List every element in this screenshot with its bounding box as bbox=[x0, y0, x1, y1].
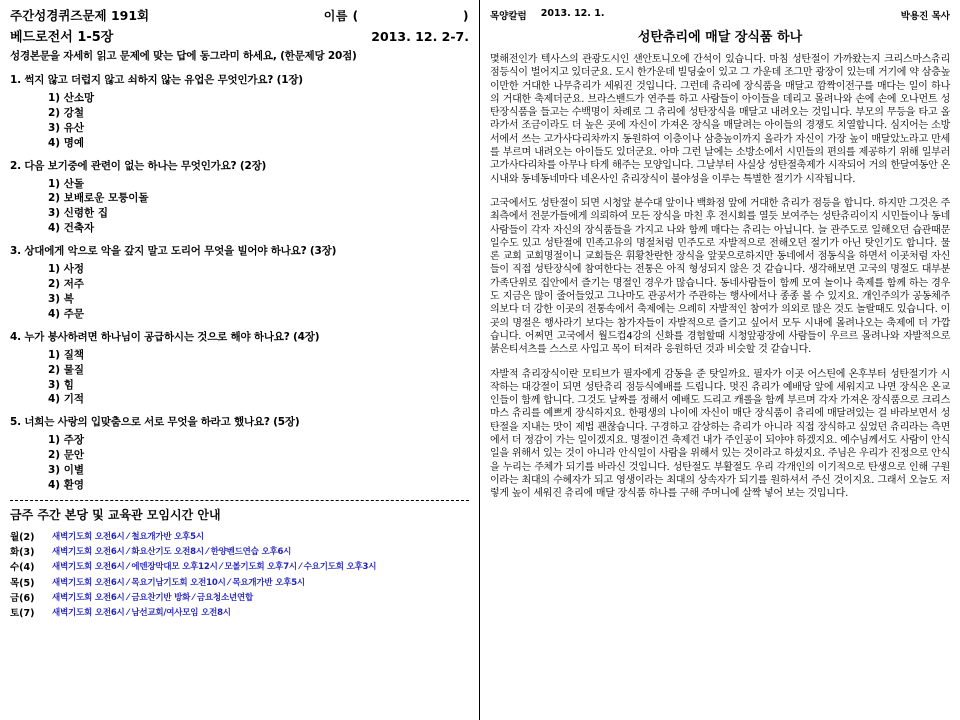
column-paragraph: 고국에서도 성탄절이 되면 시청앞 분수대 앞이나 백화점 앞에 거대한 츄리가 점등을 합니다. 하지만 그것은 주최측에서 전문가들에게 의뢰하여 모든 장식을 마친 후 전시회를 열듯 보여주는 성탄츄리이지 시민들이나 동네사람들이 각자 자신의 장식품들을 가지고 나와 함께 매다는 츄리는 아닙니다. 늘 관주도로 일해오던 습관때문일수도 있고 성탄절에 민족고유의 명절처럼 민주도로 자발적으로 전해오던 절기가 아닌 탓인기도 합니다. 물론 교회 교회명절이니 교회들은 휘황찬란한 장식을 앞꿎으로하지만 동네에서 점동식을 하면서 이곳처럼 자신들이 직접 성탄장식에 참여한다는 전통은 아직 형성되지 않은 것 같습니다. 생각해보면 고국의 명절도 대부분 가족단위로 집안에서 즐기는 명절인 경우가 많습니다. 동네사람들이 함께 모여 놀이나 축제를 함께 하는 경우도 지금은 많이 줄어들었고 그나마도 관공서가 주관하는 행사에서나 종종 볼 수 있지요. 개인주의가 공동체주의보다 더 강한 이곳의 전통속에서 축제에는 으례히 자발적인 참여가 의외로 많은 것도 놀랄때도 있습니다. 이곳의 명절은 행사라기 보다는 참가자들이 자발적으로 즐기고 싶어서 모두 시내에 몰려나오는 축제에 더 가깝습니다. 어쩌면 고국에서 월드컵4강의 신화를 경험할때 시청앞광장에 사람들이 우르르 몰려나와 자발적으로 붉은티셔츠를 스스로 사입고 목이 터져라 응원하던 것과 비슷할 것 같습니다. bbox=[490, 197, 950, 356]
choice[interactable]: 4) 주문 bbox=[48, 307, 85, 320]
column-paragraph: 몇해전인가 텍사스의 관광도시인 샌안토니오에 간석이 있습니다. 마침 성탄절이 가까왔는지 크리스마스츄리 점등식이 벌어지고 있더군요. 도시 한가운데 빌딩숲이 있고 그 가운데 조그만 광장이 있는데 거기에 약 삼층높이만한 거대한 나무츄리가 세워진 것입니다. 그런데 츄리에 장식품을 매달고 깜짝이전구를 매다는 일이 하나의 거대한 축제더군요. 브라스밴드가 연주를 하고 사람들이 아이들을 데리고 몰려나와 손에 손에 오나먼트 성탄장식품을 들고는 수백명이 차례로 그 츄리에 성탄장식을 매달고 내려오는 것입니다. 부모의 무등을 타고 올라가서 조금이라도 더 높은 곳에 자신이 가져온 장식을 매달려는 아이들의 경쟁도 치열합니다. 심지어는 소방서에서 쓰는 고가사다리차까지 동원하여 이층이나 삼층높이까지 올라가 자신이 가장 높이 매달았노라고 만세를 부르며 내려오는 아이들도 있더군요. 아마 그런 날에는 소방소에서 시민들의 편의를 제공하기 위해 일부러 고가사다리차를 아무나 타게 해주는 모양입니다. 그날부터 사실상 성탄절축제가 시작되어 거의 한달여동안 온시내와 동네동네마다 네온사인 츄리장식이 불야성을 이루는 특별한 절기가 시작됩니다. bbox=[490, 54, 950, 185]
question-text: 1. 썩지 않고 더럽지 않고 쇠하지 않는 유업은 무엇인가요? (1장) bbox=[10, 73, 303, 86]
question-choices bbox=[10, 433, 469, 493]
schedule-item: 금요청소년연합 bbox=[196, 592, 253, 603]
quiz-header bbox=[10, 8, 469, 25]
schedule-day: 토(7) bbox=[10, 608, 35, 620]
schedule-item: 모볼기도회 오후7시 bbox=[224, 562, 297, 573]
schedule-item: 금요찬기반 방화 bbox=[131, 592, 191, 603]
question-choices bbox=[10, 262, 469, 322]
choice[interactable]: 4) 명예 bbox=[48, 136, 85, 149]
schedule-item: 화요산기도 오전8시 bbox=[131, 546, 204, 557]
choice[interactable]: 3) 신령한 집 bbox=[48, 207, 108, 220]
choice[interactable]: 3) 유산 bbox=[48, 121, 85, 134]
question-choices bbox=[10, 91, 469, 151]
question-3 bbox=[10, 243, 469, 322]
table-row bbox=[10, 561, 469, 576]
question-text: 4. 누가 봉사하려면 하나님이 공급하시는 것으로 해야 하나요? (4장) bbox=[10, 330, 320, 343]
schedule-item: 목요기남기도회 오전10시 bbox=[131, 577, 226, 588]
choice[interactable]: 1) 질책 bbox=[48, 348, 85, 361]
table-row bbox=[10, 576, 469, 591]
schedule-item: 한양벤드연습 오후6시 bbox=[210, 546, 292, 557]
choice[interactable]: 4) 환영 bbox=[48, 479, 85, 492]
schedule-item: 새벽기도회 오전6시 bbox=[52, 531, 125, 542]
quiz-subheader bbox=[10, 26, 469, 45]
choice[interactable]: 4) 건축자 bbox=[48, 222, 95, 235]
schedule-title: 금주 주간 본당 및 교육관 모임시간 안내 bbox=[10, 508, 221, 522]
table-row bbox=[10, 545, 469, 560]
column-header-left bbox=[490, 8, 604, 22]
choice[interactable]: 2) 강철 bbox=[48, 106, 85, 119]
question-choices bbox=[10, 348, 469, 408]
schedule-items: 새벽기도회 오전6시 ⁄ 철요개가반 오후5시 bbox=[52, 531, 204, 542]
schedule-day: 금(6) bbox=[10, 592, 35, 604]
question-text: 5. 너희는 사랑의 입맞춤으로 서로 무엇을 하라고 했나요? (5장) bbox=[10, 416, 300, 429]
schedule-day: 월(2) bbox=[10, 531, 35, 543]
schedule-item: 목요개가반 오후5시 bbox=[232, 577, 305, 588]
schedule-items: 새벽기도회 오전6시 ⁄ 금요찬기반 방화 ⁄ 금요청소년연합 bbox=[52, 592, 253, 603]
question-4 bbox=[10, 329, 469, 408]
right-column bbox=[480, 0, 960, 720]
choice[interactable]: 2) 물질 bbox=[48, 363, 85, 376]
choice[interactable]: 4) 기적 bbox=[48, 393, 85, 406]
name-field bbox=[324, 8, 469, 24]
column-paragraph: 자발적 츄리장식이란 모티브가 필자에게 감동을 준 탓일까요. 필자가 이곳 어스틴에 온후부터 성탄절기가 시작하는 대강절이 되면 성탄츄리 점등식예배를 드립니다. 멋진 츄리가 예배당 앞에 세워지고 나면 장식은 온교인들이 함께 합니다. 그것도 날짜를 정해서 예배도 드리고 캐롤을 함께 부르며 각자 가져온 장식품으로 크리스마스 츄리를 예쁘게 장식하지요. 한평생의 나이에 자신이 매단 장식품이 츄리에 매달려있는 걸 바라보면서 성탄절을 지내는 맛이 제법 괜찮습니다. 구경하고 감상하는 츄리가 아니라 직접 장식하고 싶었던 츄리라는 측면에서 더 정감이 가는 일이겠지요. 명절이건 축제건 내가 주인공이 되야야 하겠지요. 예수님께서도 사람이 안식일을 위해서 있는 것이 아니라 안식일이 사람을 위해서 있는 것이라고 하셨지요. 주님은 우리가 진정으로 안식을 누리는 주체가 되기를 바라신 것입니다. 성탄절도 부활절도 우리 각개인의 이기적으로 탄생으로 인해 구원이라는 최대의 수혜자가 되고 영생이라는 최대의 상속자가 되기를 원하셔서 주신 것이지요. 그래서 오늘도 저렇게 높이 세워진 츄리에 매달 장식품 하나를 구해 주머니에 살짝 넣어 보는 것입니다. bbox=[490, 368, 950, 500]
quiz-title: 주간성경퀴즈문제 191회 bbox=[10, 8, 150, 23]
quiz-date: 2013. 12. 2-7. bbox=[371, 28, 469, 44]
schedule-items: 새벽기도회 오전6시 ⁄ 화요산기도 오전8시 ⁄ 한양벤드연습 오후6시 bbox=[52, 546, 292, 557]
schedule-items: 새벽기도회 오전6시 ⁄ 남선교회/여사모임 오전8시 bbox=[52, 608, 231, 619]
schedule-item: 남선교회/여사모임 오전8시 bbox=[131, 608, 231, 619]
question-5 bbox=[10, 414, 469, 493]
name-label: 이름 ( bbox=[323, 9, 359, 23]
schedule-table bbox=[10, 530, 469, 622]
choice[interactable]: 1) 주장 bbox=[48, 434, 85, 447]
question-2 bbox=[10, 158, 469, 237]
column-author: 박용진 목사 bbox=[900, 11, 950, 22]
schedule-day: 수(4) bbox=[10, 562, 35, 574]
column-kicker: 목양칼럼 bbox=[490, 11, 527, 22]
question-text: 2. 다음 보기중에 관련이 없는 하나는 무엇인가요? (2장) bbox=[10, 159, 267, 172]
name-close-paren: ) bbox=[463, 9, 469, 23]
choice[interactable]: 3) 힘 bbox=[48, 378, 74, 391]
column-title: 성탄츄리에 매달 장식품 하나 bbox=[637, 30, 803, 45]
choice[interactable]: 2) 문안 bbox=[48, 449, 85, 462]
column-date: 2013. 12. 1. bbox=[540, 8, 605, 19]
schedule-item: 에덴장막대모 오후12시 bbox=[131, 562, 218, 573]
table-row bbox=[10, 591, 469, 606]
schedule-items: 새벽기도회 오전6시 ⁄ 목요기남기도회 오전10시 ⁄ 목요개가반 오후5시 bbox=[52, 577, 305, 588]
choice[interactable]: 2) 보배로운 모퉁이돌 bbox=[48, 192, 149, 205]
choice[interactable]: 1) 산돌 bbox=[48, 177, 85, 190]
schedule-item: 수요기도회 오후3시 bbox=[303, 562, 377, 573]
column-header bbox=[490, 8, 950, 22]
schedule-item: 새벽기도회 오전6시 bbox=[52, 608, 125, 619]
schedule-day: 화(3) bbox=[10, 546, 35, 558]
question-choices bbox=[10, 177, 469, 237]
choice[interactable]: 1) 사정 bbox=[48, 263, 85, 276]
choice[interactable]: 1) 산소망 bbox=[48, 91, 95, 104]
section-divider bbox=[10, 500, 469, 501]
schedule-item: 새벽기도회 오전6시 bbox=[52, 562, 125, 573]
table-row bbox=[10, 607, 469, 622]
choice[interactable]: 2) 저주 bbox=[48, 278, 85, 291]
schedule-item: 철요개가반 오후5시 bbox=[131, 531, 204, 542]
quiz-scripture-range: 베드로전서 1-5장 bbox=[10, 29, 114, 45]
choice[interactable]: 3) 이별 bbox=[48, 464, 85, 477]
schedule-items: 새벽기도회 오전6시 ⁄ 에덴장막대모 오후12시 ⁄ 모볼기도회 오후7시 ⁄ 수요기도회 오후3시 bbox=[52, 562, 377, 573]
quiz-instruction: 성경본문을 자세히 읽고 문제에 맞는 답에 동그라미 하세요, (한문제당 20점) bbox=[10, 49, 357, 62]
question-text: 3. 상대에게 악으로 악을 갚지 말고 도리어 무엇을 빌어야 하나요? (3장) bbox=[10, 245, 337, 258]
question-1 bbox=[10, 72, 469, 151]
table-row bbox=[10, 530, 469, 545]
schedule-day: 목(5) bbox=[10, 577, 35, 589]
choice[interactable]: 3) 복 bbox=[48, 292, 74, 305]
schedule-item: 새벽기도회 오전6시 bbox=[52, 546, 125, 557]
schedule-item: 새벽기도회 오전6시 bbox=[52, 592, 125, 603]
schedule-item: 새벽기도회 오전6시 bbox=[52, 577, 125, 588]
